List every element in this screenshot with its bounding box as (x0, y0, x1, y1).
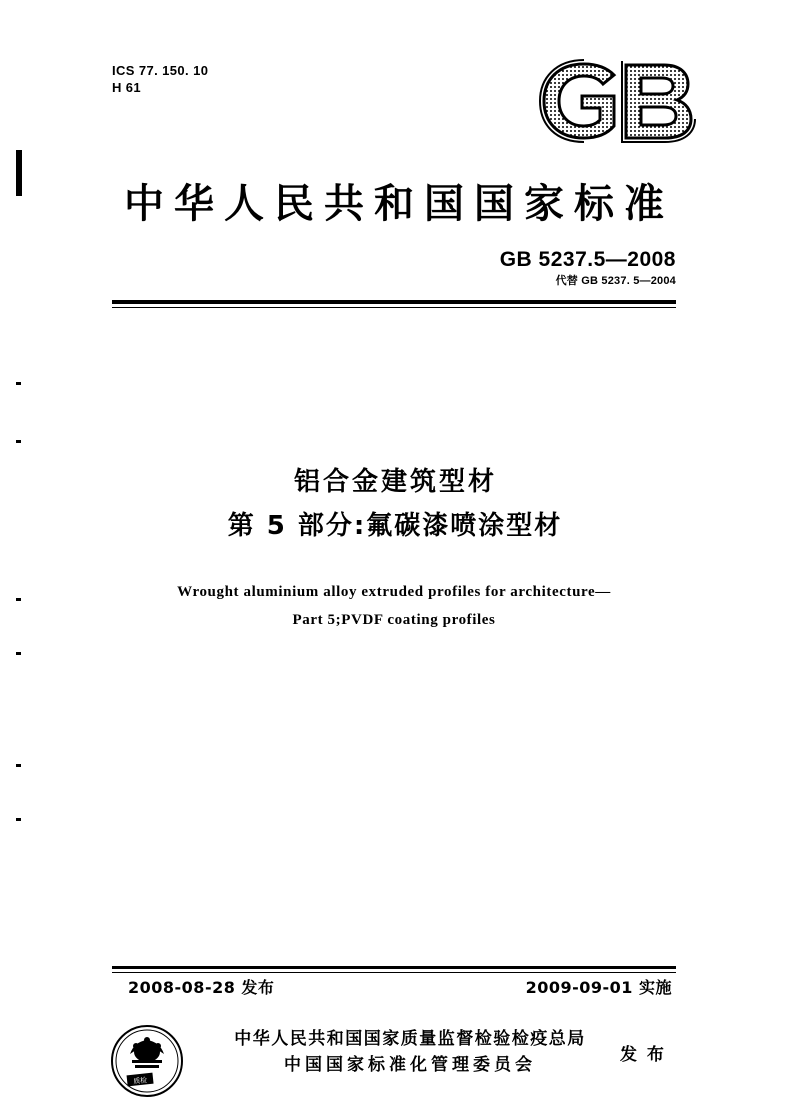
ics-code-block (112, 62, 208, 96)
document-title-english-line1: Wrought aluminium alloy extruded profiles for architecture— (177, 584, 611, 600)
aqsiq-emblem-icon (110, 1024, 184, 1098)
classification-code: H 61 (112, 80, 142, 95)
ics-code: ICS 77. 150. 10 (112, 63, 209, 78)
publisher-block (200, 1026, 620, 1078)
standard-replaces: 代替 GB 5237. 5—2004 (555, 275, 676, 287)
footer-divider-thin (112, 972, 676, 973)
document-title-english-line2: Part 5;PVDF coating profiles (292, 612, 496, 628)
document-title-line2: 第 5 部分:氟碳漆喷涂型材 (227, 511, 563, 541)
publisher-line1: 中华人民共和国国家质量监督检验检疫总局 (234, 1029, 586, 1049)
document-title-english (0, 578, 788, 634)
gb-logo-icon (538, 58, 710, 144)
publisher-line2: 中国国家标准化管理委员会 (284, 1055, 536, 1075)
publish-verb: 发 布 (620, 1045, 666, 1065)
header-divider-thick (112, 300, 676, 304)
page-title: 中华人民共和国国家标准 (124, 181, 674, 227)
standard-number-block (500, 248, 676, 288)
footer-divider-thick (112, 966, 676, 969)
standard-number: GB 5237.5—2008 (499, 248, 676, 271)
issue-date: 2008-08-28 发布 (128, 978, 275, 997)
header-divider-thin (112, 307, 676, 308)
effective-date: 2009-09-01 实施 (525, 978, 672, 997)
document-title-line1: 铝合金建筑型材 (293, 467, 497, 497)
document-title (0, 460, 788, 548)
svg-text:质检: 质检 (132, 1076, 148, 1086)
